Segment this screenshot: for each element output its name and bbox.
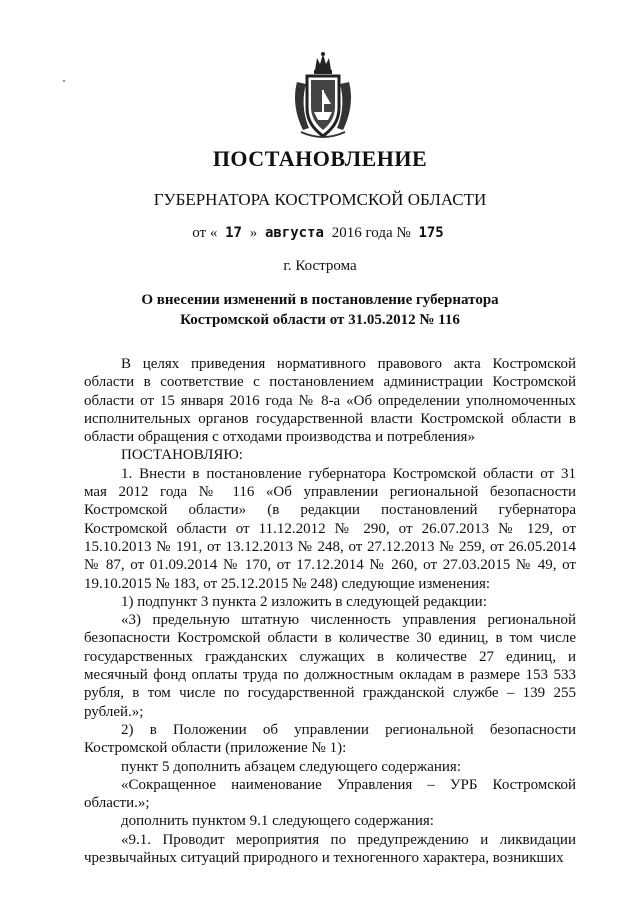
coat-of-arms-emblem [293, 52, 353, 140]
body-paragraph: «9.1. Проводит мероприятия по предупреждению и ликвидации чрезвычайных ситуаций природного и техногенного характера, возникших [84, 831, 576, 867]
city: г. Кострома [283, 258, 357, 274]
document-subject [0, 290, 640, 330]
body-paragraph: «Сокращенное наименование Управления – УРБ Костромской области.»; [84, 776, 576, 812]
body-paragraph: 1. Внести в постановление губернатора Костромской области от 31 мая 2012 года № 116 «Об управлении региональной безопасности Костромской области» (в редакции постановлений губернатора Костромской области от 11.12.2012 № 290, от 26.07.2013 № 129, от 15.10.2013 № 191, от 13.12.2013 № 248, от 27.12.2013 № 259, от 26.05.2014 № 87, от 01.09.2014 № 170, от 17.12.2014 № 260, от 27.03.2015 № 49, от 19.10.2015 № 183, от 25.12.2015 № 248) следующие изменения: [84, 465, 576, 592]
scan-speck [63, 80, 65, 82]
subject-line: О внесении изменений в постановление губернатора [141, 292, 499, 308]
document-body [84, 355, 576, 867]
date-month: августа [264, 225, 324, 241]
body-paragraph: В целях приведения нормативного правового акта Костромской области в соответствие с постановлением администрации Костромской области от 15 января 2016 года № 8-а «Об определении уполномоченных исполнительных органов государственной власти Костромской области в области обращения с отходами производства и потребления» [84, 356, 576, 446]
date-year-text: 2016 года № [331, 225, 411, 241]
date-day: 17 [225, 225, 242, 241]
document-issuer: ГУБЕРНАТОРА КОСТРОМСКОЙ ОБЛАСТИ [153, 190, 487, 209]
body-paragraph: пункт 5 дополнить абзацем следующего содержания: [121, 758, 461, 775]
body-paragraph: 1) подпункт 3 пункта 2 изложить в следующей редакции: [121, 593, 487, 610]
document-title: ПОСТАНОВЛЕНИЕ [212, 146, 428, 171]
subject-line: Костромской области от 31.05.2012 № 116 [180, 312, 460, 328]
date-line [0, 225, 640, 242]
body-paragraph: ПОСТАНОВЛЯЮ: [121, 447, 243, 464]
date-prefix: от « [192, 225, 218, 241]
body-paragraph: дополнить пунктом 9.1 следующего содержания: [121, 813, 434, 830]
document-number: 175 [418, 225, 444, 241]
body-paragraph: «3) предельную штатную численность управления региональной безопасности Костромской области в количестве 30 единиц, в том числе государственных гражданских служащих в количестве 27 единиц, и месячный фонд оплаты труда по должностным окладам в размере 153 533 рубля, в том числе по государственной гражданской службе – 139 255 рублей.»; [84, 612, 576, 720]
date-mid: » [249, 225, 258, 241]
body-paragraph: 2) в Положении об управлении региональной безопасности Костромской области (приложение № 1): [84, 721, 576, 757]
